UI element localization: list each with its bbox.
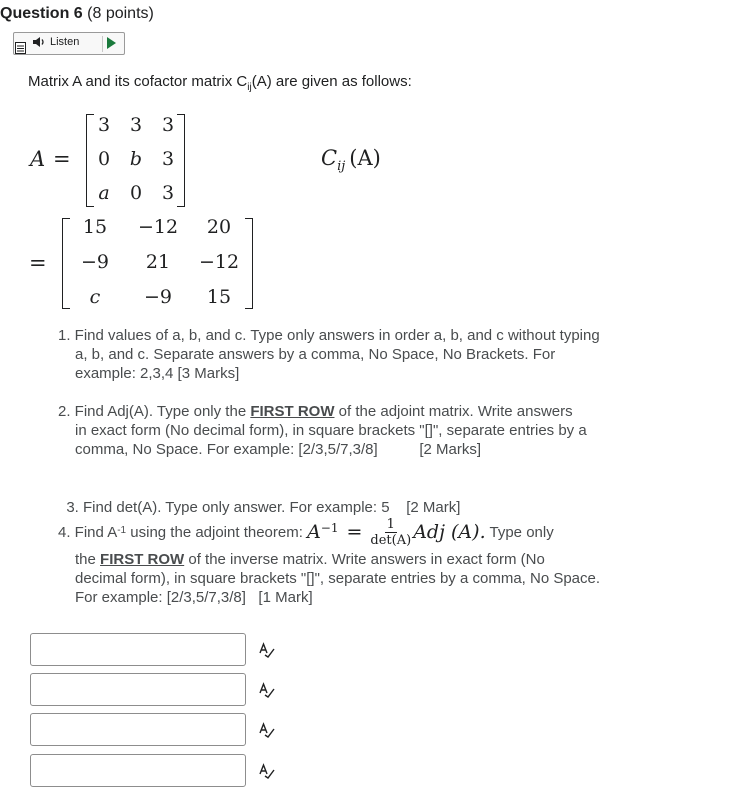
cofactor-cell: 20 <box>206 216 232 238</box>
cofactor-right-bracket <box>245 218 253 309</box>
q4-line3: decimal form), in square brackets "[]", separate entries by a comma, No Space. <box>75 570 601 587</box>
answer-input-3[interactable] <box>30 713 246 746</box>
q4-fraction-num: 1 <box>386 516 395 532</box>
q2-line2: in exact form (No decimal form), in square brackets "[]", separate entries by a <box>75 422 587 439</box>
spellcheck-icon[interactable] <box>258 682 276 698</box>
matrix-a-right-bracket <box>177 114 185 207</box>
spellcheck-icon[interactable] <box>258 642 276 658</box>
matrix-a-cell: 0 <box>97 148 111 170</box>
question-title <box>0 5 154 23</box>
matrix-a-cell: 3 <box>161 148 175 170</box>
cofactor-cell: 15 <box>82 216 108 238</box>
play-icon[interactable] <box>107 37 116 49</box>
q4-line2-bold: FIRST ROW <box>100 551 185 568</box>
matrix-a-left-bracket <box>86 114 94 207</box>
question-item-4 <box>58 514 600 607</box>
question-item-3 <box>58 479 460 517</box>
intro-text-end: (A) are given as follows: <box>251 73 412 90</box>
question-points: (8 points) <box>87 5 154 22</box>
matrix-a-cell: 0 <box>129 182 143 204</box>
listen-label: Listen <box>50 36 80 48</box>
spellcheck-icon[interactable] <box>258 763 276 779</box>
q4-sup: -1 <box>117 524 127 536</box>
q4-fraction-den: det(A) <box>370 532 412 548</box>
question-number: Question 6 <box>0 5 83 22</box>
cofactor-label-arg: (A) <box>349 146 381 170</box>
matrix-a-equals: = <box>53 147 71 171</box>
q1-line1: 1. Find values of a, b, and c. Type only answers in order a, b, and c without typing <box>58 327 600 344</box>
matrix-a-cell: 3 <box>97 114 111 136</box>
cofactor-cell: −9 <box>80 251 109 273</box>
speaker-icon <box>32 36 46 48</box>
answer-input-4[interactable] <box>30 754 246 787</box>
q4-line2-post: of the inverse matrix. Write answers in exact form (No <box>184 551 545 568</box>
matrix-a-cell: 3 <box>161 182 175 204</box>
q1-line2: a, b, and c. Separate answers by a comma, No Space, No Brackets. For <box>75 346 556 363</box>
cofactor-equals: = <box>29 251 47 275</box>
q4-formula-eq: = <box>346 520 363 543</box>
spellcheck-icon[interactable] <box>258 722 276 738</box>
q2-line3: comma, No Space. For example: [2/3,5/7,3/8] [2 Marks] <box>75 441 481 458</box>
q4-line2-pre: the <box>75 551 101 568</box>
cofactor-cell: −12 <box>198 251 240 273</box>
intro-text-start: Matrix A and its cofactor matrix C <box>28 73 248 90</box>
q4-formula-sup: −1 <box>320 520 339 535</box>
document-icon <box>15 42 26 54</box>
q4-formula-rhs: Adj (A). <box>413 520 486 543</box>
cofactor-label-c: C <box>321 146 338 170</box>
q4-formula <box>307 517 486 548</box>
matrix-a-cell: b <box>129 148 143 170</box>
q4-post: Type only <box>485 523 554 541</box>
q4-fraction <box>370 517 411 548</box>
q1-line3: example: 2,3,4 [3 Marks] <box>75 365 240 382</box>
answer-input-1[interactable] <box>30 633 246 666</box>
answer-input-2[interactable] <box>30 673 246 706</box>
q4-formula-lhs: A <box>307 520 321 543</box>
cofactor-cell: c <box>89 286 101 308</box>
matrix-a-cell: a <box>98 182 110 204</box>
q3-text: 3. Find det(A). Type only answer. For example: 5 [2 Mark] <box>66 499 461 516</box>
cofactor-cell: −9 <box>143 286 172 308</box>
q2-bold: FIRST ROW <box>250 403 335 420</box>
question-item-2 <box>58 402 587 459</box>
q4-mid: using the adjoint theorem: <box>126 523 308 541</box>
q2-post: of the adjoint matrix. Write answers <box>334 403 573 420</box>
q4-line4: For example: [2/3,5/7,3/8] [1 Mark] <box>75 589 313 606</box>
matrix-a-cell: 3 <box>161 114 175 136</box>
cofactor-left-bracket <box>62 218 70 309</box>
cofactor-cell: −12 <box>137 216 179 238</box>
intro-subscript: ij <box>247 82 252 93</box>
cofactor-cell: 15 <box>206 286 232 308</box>
matrix-a-cell: 3 <box>129 114 143 136</box>
cofactor-label <box>321 146 381 174</box>
listen-button[interactable] <box>32 36 79 48</box>
listen-divider <box>102 36 103 52</box>
listen-widget <box>13 32 125 55</box>
matrix-a-label: A <box>30 147 46 171</box>
cofactor-cell: 21 <box>145 251 171 273</box>
q4-pre: 4. Find A <box>58 523 118 541</box>
question-item-1 <box>58 326 600 383</box>
intro-text <box>28 73 412 93</box>
q2-pre: 2. Find Adj(A). Type only the <box>58 403 251 420</box>
cofactor-label-sub: ij <box>337 159 346 175</box>
